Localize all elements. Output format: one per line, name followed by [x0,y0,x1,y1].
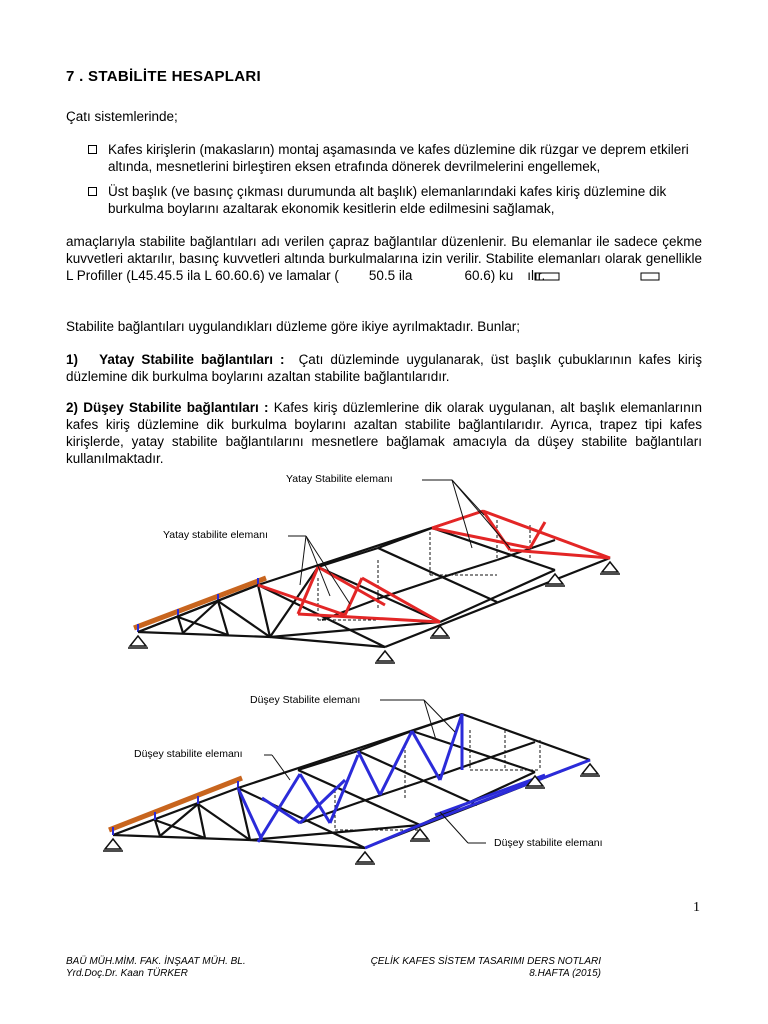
fig2-label-left: Düşey stabilite elemanı [134,748,243,760]
item-heading: Yatay Stabilite bağlantıları : [99,352,285,367]
paragraph-types: Stabilite bağlantıları uygulandıkları düzleme göre ikiye ayrılmaktadır. Bunlar; [66,319,520,334]
item-heading: Düşey Stabilite bağlantıları : [83,400,269,415]
fig1-label-top: Yatay Stabilite elemanı [286,473,393,485]
flat-bar-icon [535,273,659,280]
paragraph-purpose-part: 60.6) ku [464,268,514,283]
fig2-label-top: Düşey Stabilite elemanı [250,694,361,706]
fig1-label-left: Yatay stabilite elemanı [163,529,268,541]
paragraph-purpose-part: 50.5 ila [368,268,413,283]
item-number: 2) [66,400,79,415]
footer-left [66,956,246,980]
page-title: 7 . STABİLİTE HESAPLARI [66,68,261,85]
item-text: Kafes kiriş düzlemlerine dik olarak uygulanan, alt başlık elemanlarının kafes kiriş düzlemine dik burkulma boylarını azaltan stabilite bağlantılarıdır. Ayrıca, trapez tipi kafes kirişlerde, yatay stabilite bağlantılarını mesnetlere bağlamak amacıyla da düşey stabilite bağlantıları kullanılmaktadır. [66,400,702,466]
page-number: 1 [693,900,700,915]
intro-text: Çatı sistemlerinde; [66,109,178,124]
footer-institution: BAÜ MÜH.MİM. FAK. İNŞAAT MÜH. BL. [66,956,246,967]
footer-course: ÇELİK KAFES SİSTEM TASARIMI DERS NOTLARI [370,956,601,967]
bullet-text: Üst başlık (ve basınç çıkması durumunda alt başlık) elemanlarındaki kafes kiriş düzlemine dik burkulma boylarını azaltarak ekonomik kesitlerin elde edilmesini sağlamak, [108,184,667,216]
footer-right [356,956,601,980]
paragraph-purpose-part: ılır. [527,268,546,283]
item-number: 1) [66,352,79,367]
footer-author: Yrd.Doç.Dr. Kaan TÜRKER [66,968,188,979]
figure-horizontal-bracing [128,480,620,663]
item-text: Çatı düzleminde uygulanarak, üst başlık çubuklarının kafes kiriş düzlemine dik burkulma boylarını azaltan stabilite bağlantılarıdır. [66,352,702,384]
paragraph-purpose-part: amaçlarıyla stabilite bağlantıları adı verilen çapraz bağlantılar düzenlenir. Bu elemanlar ile sadece çekme kuvvetleri aktarılır, basınç kuvvetleri altında burkulmalarına izin verilir. Stabilite elemanları olarak genellikle L Profiller (L45.45.5 ila L 60.60.6) ve lamalar ( [66,234,702,283]
fig2-label-right: Düşey stabilite elemanı [494,837,603,849]
bullet-text: Kafes kirişlerin (makasların) montaj aşamasında ve kafes düzlemine dik rüzgar ve deprem etkileri altında, mesnetlerini birleştiren eksen etrafında dönerek devrilmelerini engellemek, [108,142,689,174]
footer-week: 8.HAFTA (2015) [529,968,601,979]
